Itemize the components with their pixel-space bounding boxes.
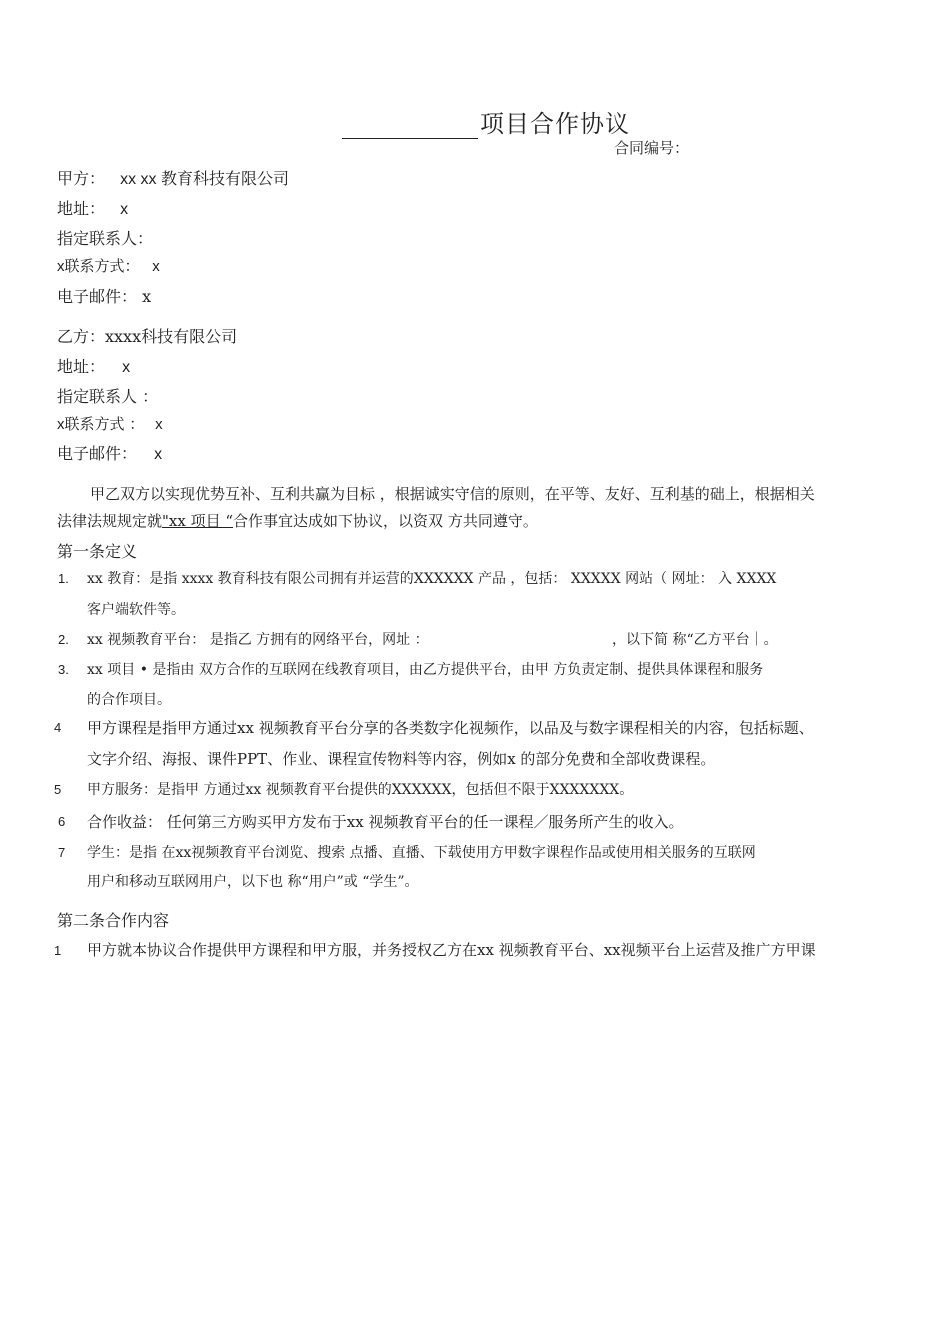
party-a-email-label: 电子邮件： — [57, 287, 138, 306]
article-1-item-7-number: 7 — [58, 845, 66, 860]
party-a-address-value: x — [120, 201, 129, 218]
party-a-address-label: 地址： — [57, 199, 106, 218]
party-b-phone — [57, 413, 163, 434]
party-a-name-label: 甲方： — [57, 169, 106, 188]
party-b-address — [57, 354, 130, 377]
article-1-heading: 第一条定义 — [57, 542, 138, 561]
party-b-name: 乙方：xxxx科技有限公司 — [57, 327, 238, 346]
party-a-name-value: xx xx 教育科技有限公司 — [120, 171, 290, 188]
article-1-item-7-line-2: 用户和移动互联网用户，以下也 称“用户”或 “学生”。 — [87, 874, 419, 890]
party-a-email-value: x — [142, 287, 152, 306]
party-b-email — [57, 441, 162, 464]
project-name-reference: "xx 项目 “ — [162, 512, 234, 530]
party-a-email — [57, 284, 151, 307]
party-b-address-value: x — [122, 359, 131, 376]
title-text: 项目合作协议 — [480, 110, 630, 138]
party-b-address-label: 地址： — [57, 357, 106, 376]
party-a-phone-label: 联系方式： — [64, 257, 140, 275]
article-1-item-3-number: 3. — [58, 662, 69, 677]
article-2-item-1-number: 1 — [54, 943, 62, 958]
article-1-item-1-number: 1. — [58, 571, 69, 586]
party-a-name — [57, 166, 289, 189]
article-1-item-5-number: 5 — [54, 782, 62, 797]
preamble-line-2 — [57, 510, 538, 531]
article-1-item-2-line-1-tail: ，以下简 称“乙方平台｜。 — [612, 632, 778, 648]
party-a-contact: 指定联系人： — [57, 229, 154, 248]
title-blank-line — [342, 116, 478, 139]
article-1-item-4-number: 4 — [54, 720, 62, 735]
contract-number-label: 合同编号： — [614, 139, 690, 157]
article-1-item-2-number: 2. — [58, 632, 69, 647]
article-2-heading: 第二条合作内容 — [57, 911, 170, 930]
party-a-phone-prefix: x — [57, 258, 65, 275]
article-1-item-6-line-1: 合作收益： 任何第三方购买甲方发布于xx 视频教育平台的任一课程／服务所产生的收入。 — [87, 813, 684, 831]
article-1-item-3-line-2: 的合作项目。 — [87, 692, 171, 708]
document-title — [342, 104, 630, 139]
party-a-address — [57, 196, 128, 219]
article-1-item-4-line-1: 甲方课程是指甲方通过xx 视频教育平台分享的各类数字化视频作，以品及与数字课程相关的内容，包括标题、 — [87, 719, 814, 737]
party-b-phone-prefix: x — [57, 416, 65, 433]
article-1-item-2-line-1: xx 视频教育平台： 是指乙 方拥有的网络平台，网址 ： — [87, 632, 429, 648]
party-a-phone-value: x — [152, 258, 160, 275]
preamble-text-b: 合作事宜达成如下协议，以资双 方共同遵守。 — [233, 512, 538, 530]
article-1-item-1-line-2: 客户端软件等。 — [87, 602, 185, 618]
article-1-item-4-line-2: 文字介绍、海报、课件PPT、作业、课程宣传物料等内容，例如x 的部分免费和全部收费课程。 — [87, 750, 716, 768]
article-2-item-1-line-1: 甲方就本协议合作提供甲方课程和甲方服，并务授权乙方在xx 视频教育平台、xx视频平台上运营及推广方甲课 — [87, 941, 816, 959]
article-1-item-6-number: 6 — [58, 814, 66, 829]
party-b-contact: 指定联系人 ： — [57, 387, 159, 406]
party-b-email-label: 电子邮件： — [57, 444, 138, 463]
article-1-item-3-line-1: xx 项目 • 是指由 双方合作的互联网在线教育项目，由乙方提供平台，由甲 方负责定制、提供具体课程和服务 — [87, 662, 764, 678]
article-1-item-5-line-1: 甲方服务：是指甲 方通过xx 视频教育平台提供的XXXXXX，包括但不限于XXXXXXX。 — [87, 782, 634, 798]
article-1-item-1-line-1: xx 教育：是指 xxxx 教育科技有限公司拥有并运营的XXXXXX 产品 ，包括： XXXXX 网站（ 网址： 入 XXXX — [87, 571, 777, 587]
party-b-email-value: x — [154, 446, 163, 463]
party-b-phone-label: 联系方式 ： — [64, 415, 145, 433]
article-1-item-7-line-1: 学生：是指 在xx视频教育平台浏览、搜索 点播、直播、下载使用方甲数字课程作品或使用相关服务的互联网 — [87, 845, 756, 861]
party-a-phone — [57, 255, 160, 276]
preamble-text-a: 法律法规规定就 — [57, 512, 163, 530]
preamble-line-1: 甲乙双方以实现优势互补、互利共赢为目标 ，根据诚实守信的原则，在平等、友好、互利基的础上，根据相关 — [90, 485, 815, 503]
party-b-phone-value: x — [155, 416, 163, 433]
